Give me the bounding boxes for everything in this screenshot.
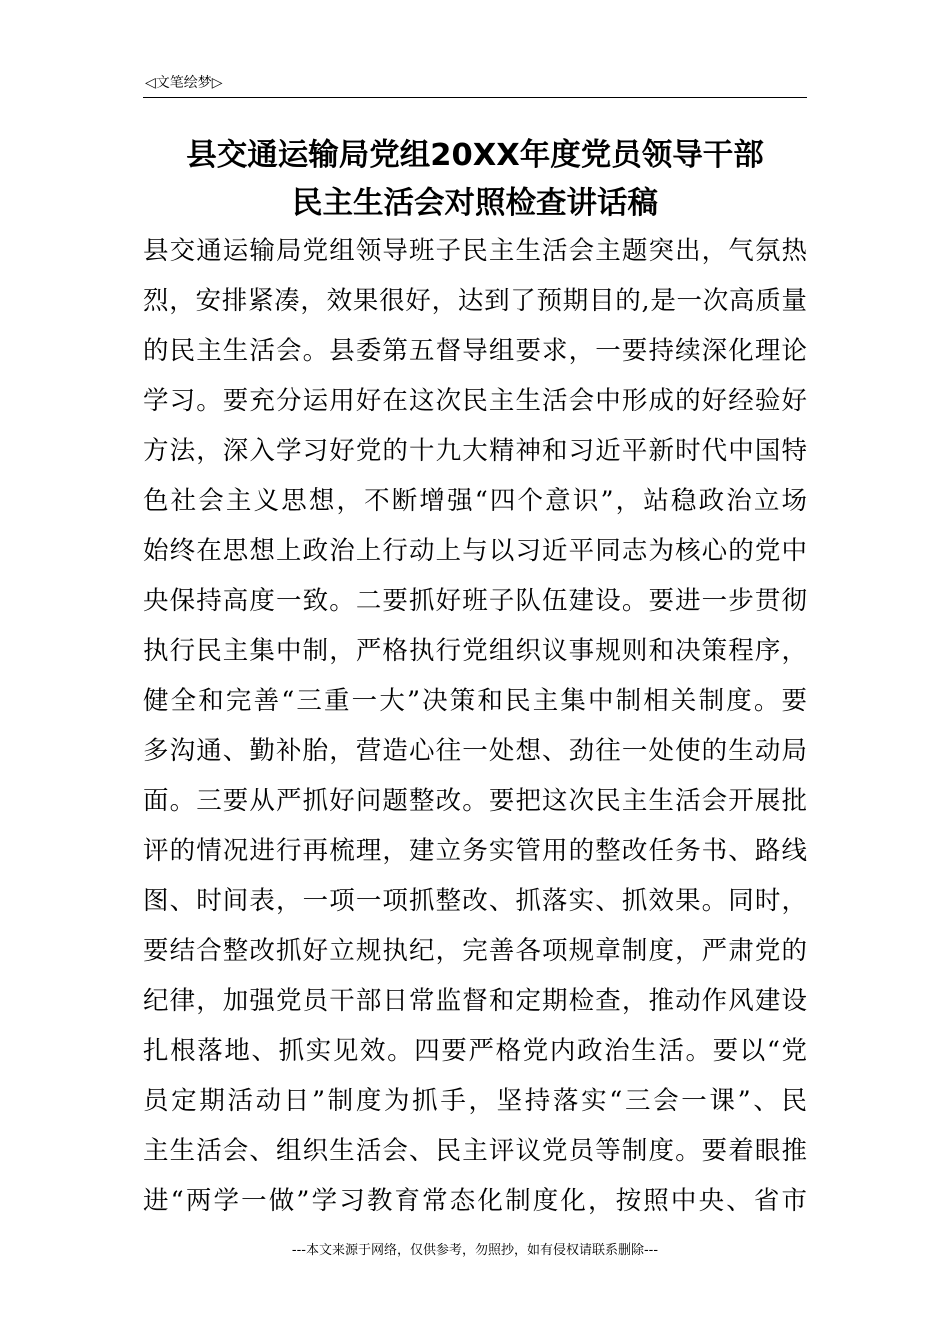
body-line: 烈，安排紧凑，效果很好，达到了预期目的,是一次高质量: [143, 286, 807, 316]
body-line: 评的情况进行再梳理，建立务实管用的整改任务书、路线: [143, 836, 807, 866]
body-line: 要结合整改抓好立规执纪，完善各项规章制度，严肃党的: [143, 936, 807, 966]
body-line: 纪律，加强党员干部日常监督和定期检查，推动作风建设: [143, 986, 807, 1016]
body-paragraph: [143, 226, 807, 1226]
document-title: [143, 132, 807, 228]
body-line: 多沟通、勤补胎，营造心往一处想、劲往一处使的生动局: [143, 736, 807, 766]
body-line: 央保持高度一致。二要抓好班子队伍建设。要进一步贯彻: [143, 586, 807, 616]
body-line: 始终在思想上政治上行动上与以习近平同志为核心的党中: [143, 536, 807, 566]
body-line: 的民主生活会。县委第五督导组要求，一要持续深化理论: [143, 336, 807, 366]
body-line: 学习。要充分运用好在这次民主生活会中形成的好经验好: [143, 386, 807, 416]
title-line-2: 民主生活会对照检查讲话稿: [292, 186, 658, 221]
body-line: 面。三要从严抓好问题整改。要把这次民主生活会开展批: [143, 786, 807, 816]
page-header: ◁文笔绘梦▷: [145, 75, 223, 91]
header-divider: [143, 97, 807, 98]
body-line: 方法，深入学习好党的十九大精神和习近平新时代中国特: [143, 436, 807, 466]
body-line: 扎根落地、抓实见效。四要严格党内政治生活。要以“党: [143, 1036, 807, 1066]
body-line: 色社会主义思想，不断增强“四个意识”，站稳政治立场: [143, 486, 807, 516]
body-line: 主生活会、组织生活会、民主评议党员等制度。要着眼推: [143, 1136, 807, 1166]
title-line-1: 县交通运输局党组20XX年度党员领导干部: [186, 138, 764, 173]
body-line: 健全和完善“三重一大”决策和民主集中制相关制度。要: [143, 686, 807, 716]
body-line: 员定期活动日”制度为抓手，坚持落实“三会一课”、民: [143, 1086, 807, 1116]
body-line: 县交通运输局党组领导班子民主生活会主题突出，气氛热: [143, 236, 807, 266]
page-footer-disclaimer: ---本文来源于网络，仅供参考，勿照抄，如有侵权请联系删除---: [291, 1243, 659, 1258]
body-line: 进“两学一做”学习教育常态化制度化，按照中央、省市: [143, 1186, 807, 1216]
body-line: 图、时间表，一项一项抓整改、抓落实、抓效果。同时，: [143, 886, 807, 916]
body-line: 执行民主集中制，严格执行党组织议事规则和决策程序，: [143, 636, 807, 666]
